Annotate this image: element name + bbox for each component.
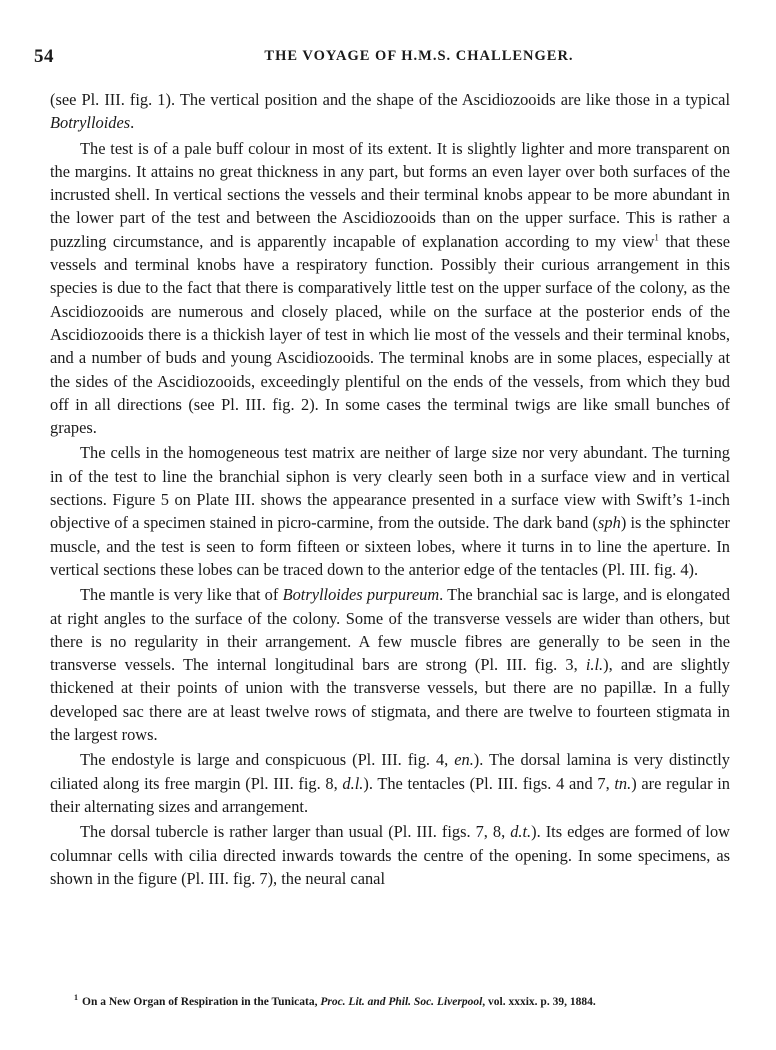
figure-label: en. <box>454 750 474 770</box>
paragraph-2: The test is of a pale buff colour in most of its extent. It is slightly lighter and more transparent on the margins. It attains no great thickness in any part, but forms an even layer over both surfaces of the incrusted shell. In vertical sections the vessels and their terminal knobs appear to be more abundant in the lower part of the test and between the Ascidiozooids than on the upper surface. This is rather a puzzling circumstance, and is apparently incapable of explanation according to my view$^1$ that these vessels and terminal knobs have a respiratory function. Possibly their curious arrangement in this species is due to the fact that there is comparatively little test on the upper surface of the colony, as the Ascidiozooids are numerous and closely placed, while on the surface at the posterior ends of the Ascidiozooids there is a thickish layer of test in which lie most of the vessels and their terminal knobs, and a number of buds and young Ascidiozooids. The terminal knobs are in some places, especially at the sides of the Ascidiozooids, exceedingly plentiful on the ends of the vessels, from which they bud off in all directions (see Pl. III. fig. 2). In some cases the terminal twigs are like small bunches of grapes. <box>50 138 730 438</box>
journal-title: Proc. Lit. and Phil. Soc. Liverpool <box>320 995 483 1008</box>
footnote-reference: 1 <box>654 232 659 243</box>
footnote-mark: 1 <box>74 993 78 1002</box>
paragraph-5: The endostyle is large and conspicuous (Pl. III. fig. 4, en.). The dorsal lamina is very distinctly ciliated along its free margin (Pl. III. fig. 8, d.l.). The tentacles (Pl. III. figs. 4 and 7, tn.) are regular in their alternating sizes and arrangement. <box>50 750 730 816</box>
page-number: 54 <box>34 46 54 67</box>
figure-label: d.t. <box>510 822 532 842</box>
taxon-name: Botrylloides <box>50 113 131 133</box>
figure-label: i.l. <box>585 655 604 675</box>
paragraph-6: The dorsal tubercle is rather larger than usual (Pl. III. figs. 7, 8, d.t.). Its edges are formed of low columnar cells with cilia directed inwards towards the centre of the opening. In some specimens, as shown in the figure (Pl. III. fig. 7), the neural canal <box>50 822 730 888</box>
page-header <box>34 46 744 68</box>
taxon-name: Botrylloides purpureum <box>282 585 440 605</box>
body-text <box>50 88 730 890</box>
figure-label: tn. <box>614 773 632 793</box>
running-title: THE VOYAGE OF H.M.S. CHALLENGER. <box>264 48 574 64</box>
footnote: $^1$ On a New Organ of Respiration in the Tunicata, Proc. Lit. and Phil. Soc. Liverpool, vol. xxxix. p. 39, 1884. <box>74 993 596 1008</box>
paragraph-4: The mantle is very like that of Botrylloides purpureum. The branchial sac is large, and is elongated at right angles to the surface of the colony. Some of the transverse vessels are wider than others, but there is no regularity in their arrangement. A few muscle fibres are generally to be seen in the transverse vessels. The internal longitudinal bars are strong (Pl. III. fig. 3, i.l.), and are slightly thickened at their points of union with the transverse vessels, but there are no papillæ. In a fully developed sac there are at least twelve rows of stigmata, and there are twelve to fourteen stigmata in the largest rows. <box>50 585 730 745</box>
figure-label: d.l. <box>342 773 364 793</box>
figure-label: sph <box>598 513 621 533</box>
paragraph-3: The cells in the homogeneous test matrix are neither of large size nor very abundant. The turning in of the test to line the branchial siphon is very clearly seen both in a surface view and in vertical sections. Figure 5 on Plate III. shows the appearance presented in a surface view with Swift’s 1-inch objective of a specimen stained in picro-carmine, from the outside. The dark band (sph) is the sphincter muscle, and the test is seen to form fifteen or sixteen lobes, where it turns in to line the aperture. In vertical sections these lobes can be traced down to the anterior edge of the tentacles (Pl. III. fig. 4). <box>50 443 730 579</box>
paragraph-1: (see Pl. III. fig. 1). The vertical position and the shape of the Ascidiozooids are like those in a typical Botrylloides. <box>50 90 730 133</box>
